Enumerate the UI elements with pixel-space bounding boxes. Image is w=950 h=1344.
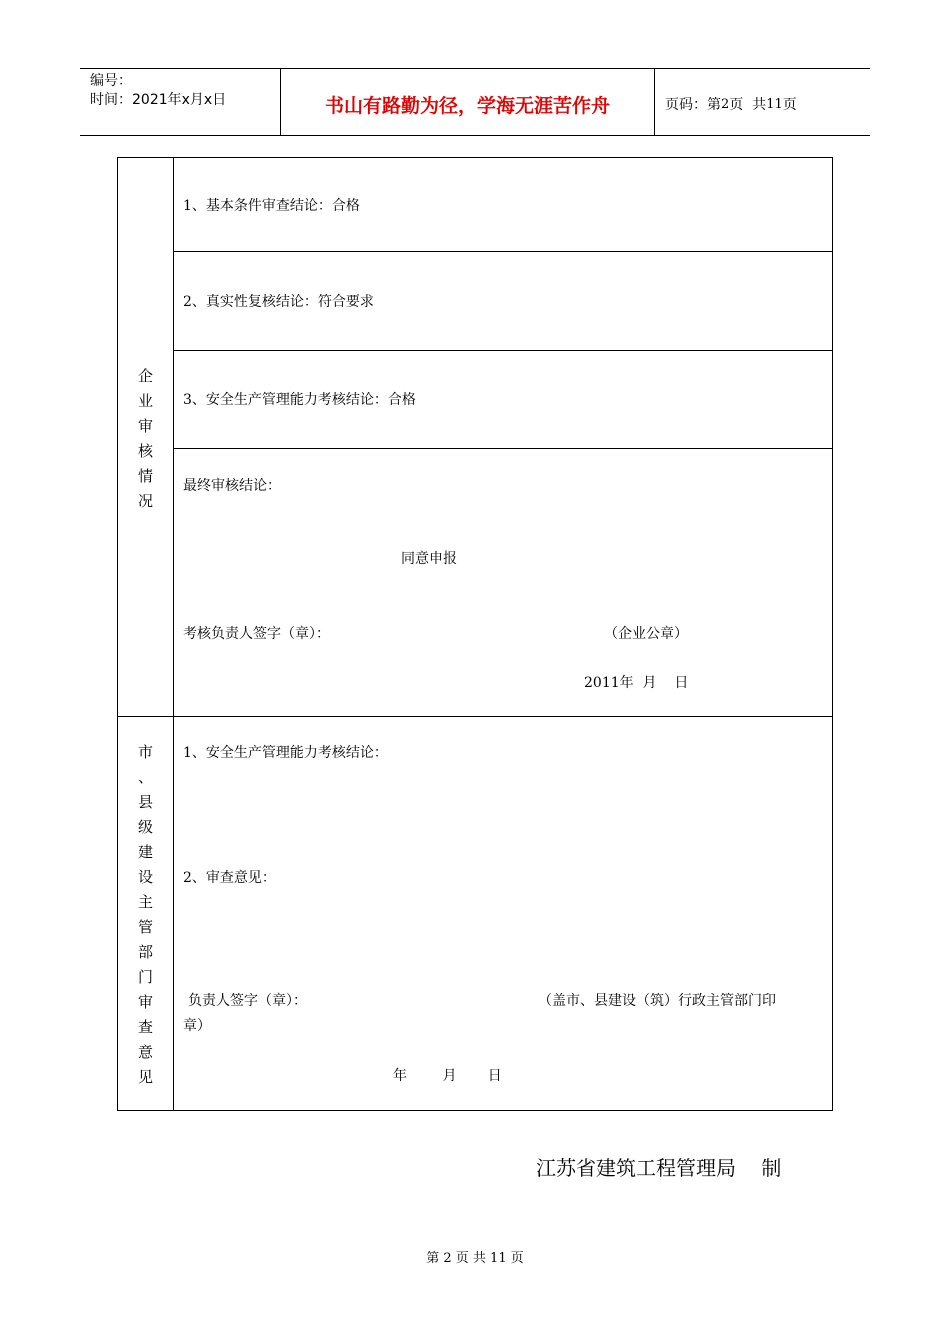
issuing-authority: 江苏省建筑工程管理局 制 [536, 1156, 782, 1180]
city-label-char: 市 [137, 743, 153, 761]
enterprise-label-char: 情 [137, 467, 153, 485]
city-safety-conclusion: 1、安全生产管理能力考核结论： [183, 745, 388, 761]
city-label-char: 建 [137, 843, 153, 861]
city-label-char: 、 [137, 768, 153, 786]
city-label-char: 县 [137, 793, 153, 811]
header-info-cell [80, 69, 281, 135]
final-conclusion-value: 同意申报 [401, 551, 457, 567]
enterprise-label-char: 业 [137, 392, 153, 410]
city-label-char: 门 [137, 968, 153, 986]
page-total: 11 [766, 96, 783, 112]
city-seal-label-line1: （盖市、县建设（筑）行政主管部门印 [538, 993, 776, 1009]
basic-conditions-conclusion: 1、基本条件审查结论：合格 [183, 198, 360, 214]
header-motto: 书山有路勤为径，学海无涯苦作舟 [281, 69, 655, 135]
page-number: 2 [721, 96, 730, 112]
city-review-opinion: 2、审查意见： [183, 870, 276, 886]
city-signature-label: 负责人签字（章）： [188, 993, 307, 1009]
city-label-char: 见 [137, 1068, 153, 1086]
authenticity-conclusion: 2、真实性复核结论：符合要求 [183, 294, 374, 310]
row-divider [173, 251, 832, 252]
review-form-table [117, 157, 833, 1111]
city-label-char: 管 [137, 918, 153, 936]
city-review-label [118, 740, 173, 1090]
page-footer: 第 2 页 共 11 页 [426, 1251, 524, 1266]
header-page-indicator [655, 69, 870, 135]
enterprise-label-char: 况 [137, 492, 153, 510]
city-label-char: 审 [137, 993, 153, 1011]
enterprise-label-char: 核 [137, 442, 153, 460]
enterprise-signature-label: 考核负责人签字（章）： [183, 626, 330, 642]
city-label-char: 部 [137, 943, 153, 961]
page-mid: 页 共 [729, 97, 767, 113]
page-prefix: 页码：第 [665, 97, 721, 113]
city-label-char: 级 [137, 818, 153, 836]
city-seal-label-line2: 章） [183, 1018, 211, 1034]
enterprise-seal-label: （企业公章） [604, 626, 688, 642]
enterprise-date-line: 2011年 月 日 [584, 675, 689, 691]
enterprise-label-char: 审 [137, 417, 153, 435]
label-column-divider [173, 158, 174, 1110]
document-number-label: 编号： [90, 73, 132, 89]
enterprise-review-label [118, 364, 173, 514]
safety-management-conclusion: 3、安全生产管理能力考核结论：合格 [183, 392, 416, 408]
city-label-char: 主 [137, 893, 153, 911]
document-time-label: 时间：2021年x月x日 [90, 92, 227, 108]
enterprise-label-char: 企 [137, 367, 153, 385]
final-conclusion-label: 最终审核结论： [183, 478, 281, 494]
row-divider [173, 448, 832, 449]
page-suffix: 页 [782, 97, 797, 113]
city-label-char: 设 [137, 868, 153, 886]
city-label-char: 查 [137, 1018, 153, 1036]
city-label-char: 意 [137, 1043, 153, 1061]
page-header [80, 68, 870, 136]
row-divider [173, 350, 832, 351]
city-date-line: 年 月 日 [393, 1068, 502, 1084]
section-divider [118, 716, 832, 717]
